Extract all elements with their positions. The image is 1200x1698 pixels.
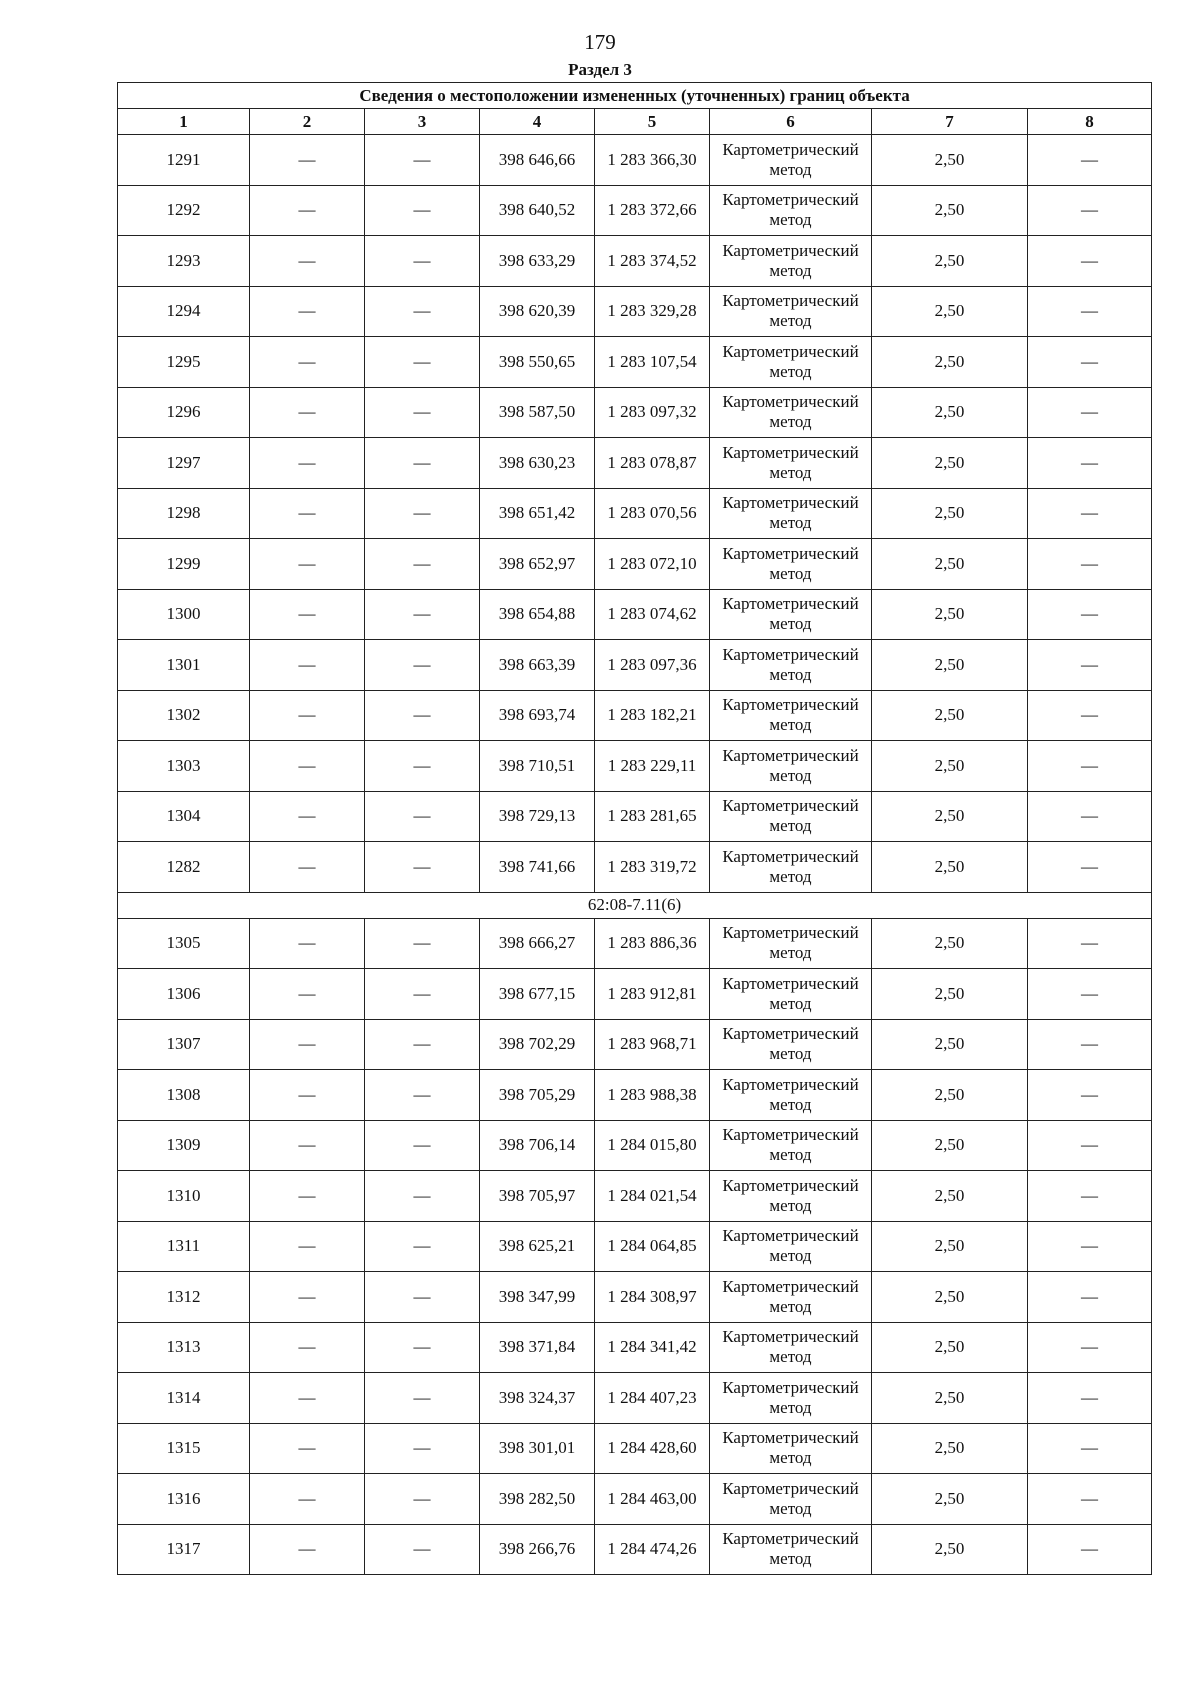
dash-cell: — bbox=[250, 842, 365, 893]
y-coordinate-cell: 1 283 912,81 bbox=[595, 969, 710, 1020]
dash-cell: — bbox=[365, 1423, 480, 1474]
dash-cell: — bbox=[250, 1221, 365, 1272]
accuracy-cell: 2,50 bbox=[872, 1070, 1028, 1121]
method-cell: Картометрический метод bbox=[710, 539, 872, 590]
table-row bbox=[118, 842, 1152, 893]
point-number-cell: 1309 bbox=[118, 1120, 250, 1171]
method-cell: Картометрический метод bbox=[710, 1474, 872, 1525]
x-coordinate-cell: 398 651,42 bbox=[480, 488, 595, 539]
dash-cell: — bbox=[1028, 640, 1152, 691]
dash-cell: — bbox=[1028, 741, 1152, 792]
dash-cell: — bbox=[250, 1070, 365, 1121]
x-coordinate-cell: 398 693,74 bbox=[480, 690, 595, 741]
method-cell: Картометрический метод bbox=[710, 589, 872, 640]
dash-cell: — bbox=[250, 1019, 365, 1070]
group-label: 62:08-7.11(6) bbox=[118, 892, 1152, 918]
point-number-cell: 1295 bbox=[118, 337, 250, 388]
y-coordinate-cell: 1 283 374,52 bbox=[595, 236, 710, 287]
point-number-cell: 1293 bbox=[118, 236, 250, 287]
accuracy-cell: 2,50 bbox=[872, 286, 1028, 337]
dash-cell: — bbox=[365, 589, 480, 640]
table-row bbox=[118, 1423, 1152, 1474]
method-cell: Картометрический метод bbox=[710, 1524, 872, 1575]
method-cell: Картометрический метод bbox=[710, 690, 872, 741]
table-row bbox=[118, 1322, 1152, 1373]
dash-cell: — bbox=[250, 135, 365, 186]
y-coordinate-cell: 1 283 366,30 bbox=[595, 135, 710, 186]
accuracy-cell: 2,50 bbox=[872, 741, 1028, 792]
point-number-cell: 1298 bbox=[118, 488, 250, 539]
table-row bbox=[118, 640, 1152, 691]
point-number-cell: 1312 bbox=[118, 1272, 250, 1323]
table-row bbox=[118, 135, 1152, 186]
dash-cell: — bbox=[1028, 1019, 1152, 1070]
dash-cell: — bbox=[1028, 1474, 1152, 1525]
dash-cell: — bbox=[250, 539, 365, 590]
point-number-cell: 1296 bbox=[118, 387, 250, 438]
y-coordinate-cell: 1 283 097,36 bbox=[595, 640, 710, 691]
dash-cell: — bbox=[250, 741, 365, 792]
dash-cell: — bbox=[365, 337, 480, 388]
y-coordinate-cell: 1 283 078,87 bbox=[595, 438, 710, 489]
dash-cell: — bbox=[1028, 185, 1152, 236]
dash-cell: — bbox=[365, 135, 480, 186]
y-coordinate-cell: 1 284 064,85 bbox=[595, 1221, 710, 1272]
table-row bbox=[118, 1221, 1152, 1272]
x-coordinate-cell: 398 666,27 bbox=[480, 918, 595, 969]
table-row bbox=[118, 1070, 1152, 1121]
dash-cell: — bbox=[365, 185, 480, 236]
table-body bbox=[118, 135, 1152, 1575]
method-cell: Картометрический метод bbox=[710, 640, 872, 691]
dash-cell: — bbox=[250, 488, 365, 539]
method-cell: Картометрический метод bbox=[710, 135, 872, 186]
dash-cell: — bbox=[365, 1373, 480, 1424]
accuracy-cell: 2,50 bbox=[872, 842, 1028, 893]
y-coordinate-cell: 1 283 107,54 bbox=[595, 337, 710, 388]
method-cell: Картометрический метод bbox=[710, 842, 872, 893]
point-number-cell: 1316 bbox=[118, 1474, 250, 1525]
method-cell: Картометрический метод bbox=[710, 918, 872, 969]
dash-cell: — bbox=[1028, 842, 1152, 893]
page-number: 179 bbox=[584, 30, 616, 54]
method-cell: Картометрический метод bbox=[710, 1373, 872, 1424]
accuracy-cell: 2,50 bbox=[872, 640, 1028, 691]
table-row bbox=[118, 1272, 1152, 1323]
method-cell: Картометрический метод bbox=[710, 1221, 872, 1272]
dash-cell: — bbox=[1028, 1120, 1152, 1171]
y-coordinate-cell: 1 283 281,65 bbox=[595, 791, 710, 842]
point-number-cell: 1308 bbox=[118, 1070, 250, 1121]
x-coordinate-cell: 398 652,97 bbox=[480, 539, 595, 590]
x-coordinate-cell: 398 620,39 bbox=[480, 286, 595, 337]
dash-cell: — bbox=[365, 969, 480, 1020]
accuracy-cell: 2,50 bbox=[872, 1171, 1028, 1222]
dash-cell: — bbox=[250, 185, 365, 236]
method-cell: Картометрический метод bbox=[710, 741, 872, 792]
accuracy-cell: 2,50 bbox=[872, 438, 1028, 489]
method-cell: Картометрический метод bbox=[710, 1070, 872, 1121]
method-cell: Картометрический метод bbox=[710, 1120, 872, 1171]
accuracy-cell: 2,50 bbox=[872, 1019, 1028, 1070]
dash-cell: — bbox=[250, 1474, 365, 1525]
y-coordinate-cell: 1 284 428,60 bbox=[595, 1423, 710, 1474]
dash-cell: — bbox=[1028, 387, 1152, 438]
dash-cell: — bbox=[1028, 488, 1152, 539]
x-coordinate-cell: 398 587,50 bbox=[480, 387, 595, 438]
accuracy-cell: 2,50 bbox=[872, 1221, 1028, 1272]
x-coordinate-cell: 398 646,66 bbox=[480, 135, 595, 186]
accuracy-cell: 2,50 bbox=[872, 337, 1028, 388]
accuracy-cell: 2,50 bbox=[872, 387, 1028, 438]
dash-cell: — bbox=[1028, 791, 1152, 842]
table-row bbox=[118, 539, 1152, 590]
dash-cell: — bbox=[250, 1524, 365, 1575]
accuracy-cell: 2,50 bbox=[872, 918, 1028, 969]
dash-cell: — bbox=[365, 1019, 480, 1070]
x-coordinate-cell: 398 282,50 bbox=[480, 1474, 595, 1525]
y-coordinate-cell: 1 283 988,38 bbox=[595, 1070, 710, 1121]
y-coordinate-cell: 1 283 072,10 bbox=[595, 539, 710, 590]
method-cell: Картометрический метод bbox=[710, 337, 872, 388]
dash-cell: — bbox=[250, 438, 365, 489]
y-coordinate-cell: 1 283 372,66 bbox=[595, 185, 710, 236]
dash-cell: — bbox=[365, 1272, 480, 1323]
accuracy-cell: 2,50 bbox=[872, 589, 1028, 640]
column-number: 1 bbox=[118, 109, 250, 135]
dash-cell: — bbox=[1028, 918, 1152, 969]
point-number-cell: 1317 bbox=[118, 1524, 250, 1575]
accuracy-cell: 2,50 bbox=[872, 488, 1028, 539]
point-number-cell: 1297 bbox=[118, 438, 250, 489]
point-number-cell: 1304 bbox=[118, 791, 250, 842]
dash-cell: — bbox=[1028, 236, 1152, 287]
x-coordinate-cell: 398 371,84 bbox=[480, 1322, 595, 1373]
dash-cell: — bbox=[365, 1171, 480, 1222]
x-coordinate-cell: 398 729,13 bbox=[480, 791, 595, 842]
dash-cell: — bbox=[365, 1070, 480, 1121]
point-number-cell: 1311 bbox=[118, 1221, 250, 1272]
point-number-cell: 1294 bbox=[118, 286, 250, 337]
column-number-row bbox=[118, 109, 1152, 135]
point-number-cell: 1300 bbox=[118, 589, 250, 640]
point-number-cell: 1314 bbox=[118, 1373, 250, 1424]
method-cell: Картометрический метод bbox=[710, 438, 872, 489]
table-row bbox=[118, 438, 1152, 489]
dash-cell: — bbox=[250, 589, 365, 640]
column-number: 2 bbox=[250, 109, 365, 135]
boundary-coordinates-table bbox=[117, 82, 1152, 1575]
point-number-cell: 1310 bbox=[118, 1171, 250, 1222]
y-coordinate-cell: 1 283 182,21 bbox=[595, 690, 710, 741]
dash-cell: — bbox=[1028, 1373, 1152, 1424]
accuracy-cell: 2,50 bbox=[872, 690, 1028, 741]
accuracy-cell: 2,50 bbox=[872, 1322, 1028, 1373]
dash-cell: — bbox=[1028, 1221, 1152, 1272]
dash-cell: — bbox=[250, 1423, 365, 1474]
y-coordinate-cell: 1 284 308,97 bbox=[595, 1272, 710, 1323]
table-row bbox=[118, 488, 1152, 539]
x-coordinate-cell: 398 663,39 bbox=[480, 640, 595, 691]
table-row bbox=[118, 236, 1152, 287]
dash-cell: — bbox=[1028, 589, 1152, 640]
dash-cell: — bbox=[1028, 438, 1152, 489]
accuracy-cell: 2,50 bbox=[872, 1373, 1028, 1424]
accuracy-cell: 2,50 bbox=[872, 1474, 1028, 1525]
dash-cell: — bbox=[1028, 1322, 1152, 1373]
y-coordinate-cell: 1 284 341,42 bbox=[595, 1322, 710, 1373]
y-coordinate-cell: 1 284 021,54 bbox=[595, 1171, 710, 1222]
x-coordinate-cell: 398 630,23 bbox=[480, 438, 595, 489]
column-number: 4 bbox=[480, 109, 595, 135]
method-cell: Картометрический метод bbox=[710, 1019, 872, 1070]
table-row bbox=[118, 1120, 1152, 1171]
accuracy-cell: 2,50 bbox=[872, 1120, 1028, 1171]
accuracy-cell: 2,50 bbox=[872, 236, 1028, 287]
accuracy-cell: 2,50 bbox=[872, 135, 1028, 186]
method-cell: Картометрический метод bbox=[710, 1171, 872, 1222]
table-row bbox=[118, 387, 1152, 438]
table-row bbox=[118, 1171, 1152, 1222]
dash-cell: — bbox=[365, 842, 480, 893]
dash-cell: — bbox=[365, 438, 480, 489]
y-coordinate-cell: 1 284 463,00 bbox=[595, 1474, 710, 1525]
table-row bbox=[118, 1019, 1152, 1070]
dash-cell: — bbox=[1028, 1070, 1152, 1121]
dash-cell: — bbox=[250, 640, 365, 691]
point-number-cell: 1306 bbox=[118, 969, 250, 1020]
section-title: Раздел 3 bbox=[568, 60, 632, 79]
point-number-cell: 1313 bbox=[118, 1322, 250, 1373]
table-row bbox=[118, 1373, 1152, 1424]
method-cell: Картометрический метод bbox=[710, 387, 872, 438]
y-coordinate-cell: 1 284 407,23 bbox=[595, 1373, 710, 1424]
dash-cell: — bbox=[365, 387, 480, 438]
table-caption: Сведения о местоположении измененных (уточненных) границ объекта bbox=[118, 83, 1152, 109]
method-cell: Картометрический метод bbox=[710, 236, 872, 287]
y-coordinate-cell: 1 284 474,26 bbox=[595, 1524, 710, 1575]
dash-cell: — bbox=[250, 286, 365, 337]
x-coordinate-cell: 398 654,88 bbox=[480, 589, 595, 640]
dash-cell: — bbox=[1028, 690, 1152, 741]
dash-cell: — bbox=[1028, 539, 1152, 590]
x-coordinate-cell: 398 301,01 bbox=[480, 1423, 595, 1474]
dash-cell: — bbox=[365, 741, 480, 792]
column-number: 3 bbox=[365, 109, 480, 135]
x-coordinate-cell: 398 324,37 bbox=[480, 1373, 595, 1424]
accuracy-cell: 2,50 bbox=[872, 1423, 1028, 1474]
dash-cell: — bbox=[365, 1474, 480, 1525]
x-coordinate-cell: 398 710,51 bbox=[480, 741, 595, 792]
accuracy-cell: 2,50 bbox=[872, 1524, 1028, 1575]
dash-cell: — bbox=[250, 918, 365, 969]
method-cell: Картометрический метод bbox=[710, 286, 872, 337]
table-row bbox=[118, 969, 1152, 1020]
dash-cell: — bbox=[250, 791, 365, 842]
table-row bbox=[118, 337, 1152, 388]
table-row bbox=[118, 589, 1152, 640]
dash-cell: — bbox=[250, 1322, 365, 1373]
method-cell: Картометрический метод bbox=[710, 791, 872, 842]
point-number-cell: 1305 bbox=[118, 918, 250, 969]
point-number-cell: 1302 bbox=[118, 690, 250, 741]
accuracy-cell: 2,50 bbox=[872, 539, 1028, 590]
accuracy-cell: 2,50 bbox=[872, 1272, 1028, 1323]
dash-cell: — bbox=[1028, 337, 1152, 388]
y-coordinate-cell: 1 283 886,36 bbox=[595, 918, 710, 969]
dash-cell: — bbox=[1028, 1524, 1152, 1575]
accuracy-cell: 2,50 bbox=[872, 969, 1028, 1020]
table-row bbox=[118, 185, 1152, 236]
x-coordinate-cell: 398 706,14 bbox=[480, 1120, 595, 1171]
method-cell: Картометрический метод bbox=[710, 969, 872, 1020]
point-number-cell: 1307 bbox=[118, 1019, 250, 1070]
table-row bbox=[118, 741, 1152, 792]
y-coordinate-cell: 1 283 097,32 bbox=[595, 387, 710, 438]
table-row bbox=[118, 1474, 1152, 1525]
method-cell: Картометрический метод bbox=[710, 488, 872, 539]
dash-cell: — bbox=[250, 690, 365, 741]
x-coordinate-cell: 398 625,21 bbox=[480, 1221, 595, 1272]
dash-cell: — bbox=[365, 1524, 480, 1575]
y-coordinate-cell: 1 283 319,72 bbox=[595, 842, 710, 893]
column-number: 8 bbox=[1028, 109, 1152, 135]
y-coordinate-cell: 1 283 229,11 bbox=[595, 741, 710, 792]
x-coordinate-cell: 398 705,97 bbox=[480, 1171, 595, 1222]
dash-cell: — bbox=[250, 387, 365, 438]
method-cell: Картометрический метод bbox=[710, 1423, 872, 1474]
point-number-cell: 1282 bbox=[118, 842, 250, 893]
group-label-row bbox=[118, 892, 1152, 918]
y-coordinate-cell: 1 283 968,71 bbox=[595, 1019, 710, 1070]
point-number-cell: 1315 bbox=[118, 1423, 250, 1474]
x-coordinate-cell: 398 550,65 bbox=[480, 337, 595, 388]
dash-cell: — bbox=[250, 236, 365, 287]
y-coordinate-cell: 1 283 329,28 bbox=[595, 286, 710, 337]
point-number-cell: 1303 bbox=[118, 741, 250, 792]
method-cell: Картометрический метод bbox=[710, 1322, 872, 1373]
dash-cell: — bbox=[1028, 969, 1152, 1020]
table-row bbox=[118, 690, 1152, 741]
dash-cell: — bbox=[365, 1221, 480, 1272]
dash-cell: — bbox=[365, 791, 480, 842]
x-coordinate-cell: 398 702,29 bbox=[480, 1019, 595, 1070]
dash-cell: — bbox=[250, 337, 365, 388]
dash-cell: — bbox=[365, 1322, 480, 1373]
y-coordinate-cell: 1 284 015,80 bbox=[595, 1120, 710, 1171]
dash-cell: — bbox=[365, 286, 480, 337]
method-cell: Картометрический метод bbox=[710, 185, 872, 236]
x-coordinate-cell: 398 705,29 bbox=[480, 1070, 595, 1121]
accuracy-cell: 2,50 bbox=[872, 791, 1028, 842]
dash-cell: — bbox=[250, 969, 365, 1020]
x-coordinate-cell: 398 266,76 bbox=[480, 1524, 595, 1575]
column-number: 7 bbox=[872, 109, 1028, 135]
x-coordinate-cell: 398 633,29 bbox=[480, 236, 595, 287]
x-coordinate-cell: 398 347,99 bbox=[480, 1272, 595, 1323]
dash-cell: — bbox=[365, 539, 480, 590]
point-number-cell: 1301 bbox=[118, 640, 250, 691]
x-coordinate-cell: 398 640,52 bbox=[480, 185, 595, 236]
point-number-cell: 1292 bbox=[118, 185, 250, 236]
column-number: 5 bbox=[595, 109, 710, 135]
dash-cell: — bbox=[365, 1120, 480, 1171]
dash-cell: — bbox=[250, 1171, 365, 1222]
dash-cell: — bbox=[365, 690, 480, 741]
dash-cell: — bbox=[1028, 1423, 1152, 1474]
dash-cell: — bbox=[365, 918, 480, 969]
x-coordinate-cell: 398 677,15 bbox=[480, 969, 595, 1020]
dash-cell: — bbox=[250, 1272, 365, 1323]
table-row bbox=[118, 286, 1152, 337]
dash-cell: — bbox=[250, 1373, 365, 1424]
table-row bbox=[118, 1524, 1152, 1575]
point-number-cell: 1291 bbox=[118, 135, 250, 186]
x-coordinate-cell: 398 741,66 bbox=[480, 842, 595, 893]
y-coordinate-cell: 1 283 070,56 bbox=[595, 488, 710, 539]
column-number: 6 bbox=[710, 109, 872, 135]
dash-cell: — bbox=[365, 236, 480, 287]
dash-cell: — bbox=[365, 640, 480, 691]
table-row bbox=[118, 791, 1152, 842]
dash-cell: — bbox=[365, 488, 480, 539]
dash-cell: — bbox=[1028, 1272, 1152, 1323]
y-coordinate-cell: 1 283 074,62 bbox=[595, 589, 710, 640]
dash-cell: — bbox=[250, 1120, 365, 1171]
point-number-cell: 1299 bbox=[118, 539, 250, 590]
dash-cell: — bbox=[1028, 286, 1152, 337]
table-row bbox=[118, 918, 1152, 969]
dash-cell: — bbox=[1028, 1171, 1152, 1222]
accuracy-cell: 2,50 bbox=[872, 185, 1028, 236]
dash-cell: — bbox=[1028, 135, 1152, 186]
method-cell: Картометрический метод bbox=[710, 1272, 872, 1323]
